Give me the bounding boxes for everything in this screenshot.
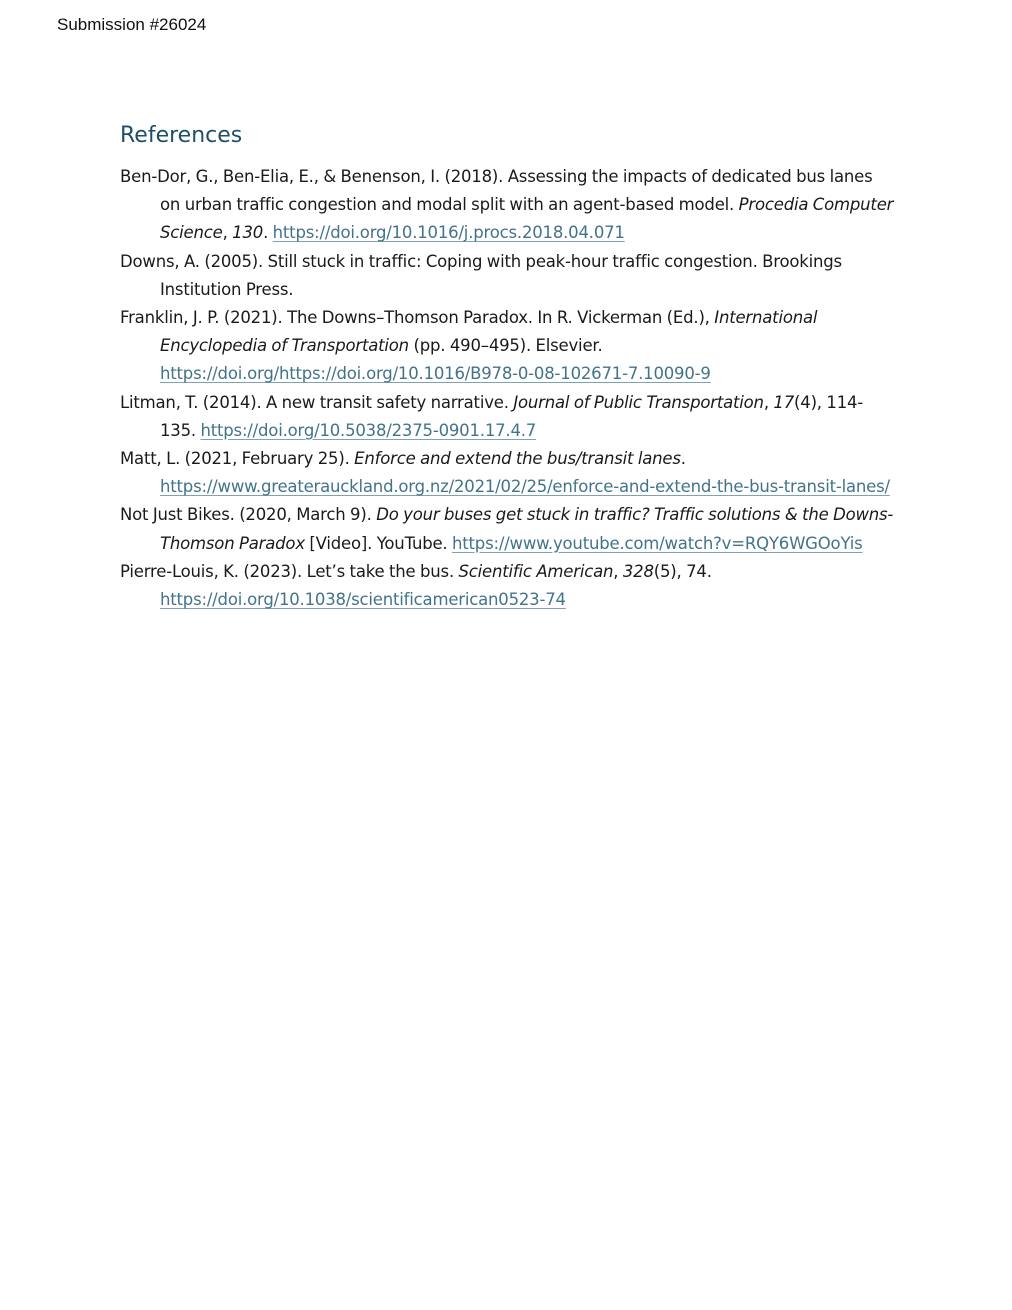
ref-text: Matt, L. (2021, February 25). [120,449,355,469]
ref-text: Litman, T. (2014). A new transit safety narrative. [120,392,514,412]
reference-entry [120,163,895,248]
ref-volume: 17 [773,392,795,412]
ref-volume: 130 [232,223,264,243]
ref-volume: 328 [622,561,654,581]
ref-journal: Journal of Public Transportation [513,392,764,412]
reference-entry [120,248,895,304]
ref-title: Enforce and extend the bus/transit lanes [354,449,681,469]
ref-link[interactable]: https://www.greaterauckland.org.nz/2021/02/25/enforce-and-extend-the-bus-transit-lanes/ [160,477,890,497]
ref-issue: (4), 114-135. [160,392,864,440]
ref-sep: , [613,561,623,581]
ref-text: Pierre-Louis, K. (2023). Let’s take the bus. [120,561,459,581]
ref-journal: Scientific American [458,561,614,581]
submission-number: Submission #26024 [57,15,207,34]
reference-entry [120,445,895,501]
ref-sep: , [763,392,774,412]
ref-link[interactable]: https://doi.org/10.5038/2375-0901.17.4.7 [200,420,537,440]
ref-issue: (5), 74. [653,561,712,581]
references-heading: References [120,123,243,148]
ref-link[interactable]: https://doi.org/10.1016/j.procs.2018.04.071 [272,223,625,243]
ref-book-title: International Encyclopedia of Transportation [160,308,818,356]
ref-title: Do your buses get stuck in traffic? Traffic solutions & the Downs-Thomson Paradox [160,505,894,553]
ref-text: [Video]. YouTube. [304,533,453,553]
ref-text: Franklin, J. P. (2021). The Downs–Thomson Paradox. In R. Vickerman (Ed.), [120,308,715,328]
ref-link[interactable]: https://doi.org/10.1038/scientificamerican0523-74 [160,590,566,610]
ref-text: Downs, A. (2005). Still stuck in traffic: Coping with peak-hour traffic congestion. Brookings Institution Press. [120,251,842,299]
reference-entry [120,558,895,614]
ref-sep: . [263,223,273,243]
ref-link[interactable]: https://doi.org/https://doi.org/10.1016/B978-0-08-102671-7.10090-9 [160,364,711,384]
references-section [120,118,895,614]
ref-text: (pp. 490–495). Elsevier. [408,336,603,356]
ref-text: Ben-Dor, G., Ben-Elia, E., & Benenson, I. (2018). Assessing the impacts of dedicated bus lanes on urban traffic congestion and modal split with an agent-based model. [120,167,873,215]
ref-sep: , [222,223,233,243]
ref-text: . [680,449,686,469]
reference-entry [120,501,895,557]
reference-entry [120,304,895,389]
reference-entry [120,389,895,445]
ref-link[interactable]: https://www.youtube.com/watch?v=RQY6WGOoYis [452,533,863,553]
ref-text: Not Just Bikes. (2020, March 9). [120,505,377,525]
ref-journal: Procedia Computer Science [160,195,894,243]
